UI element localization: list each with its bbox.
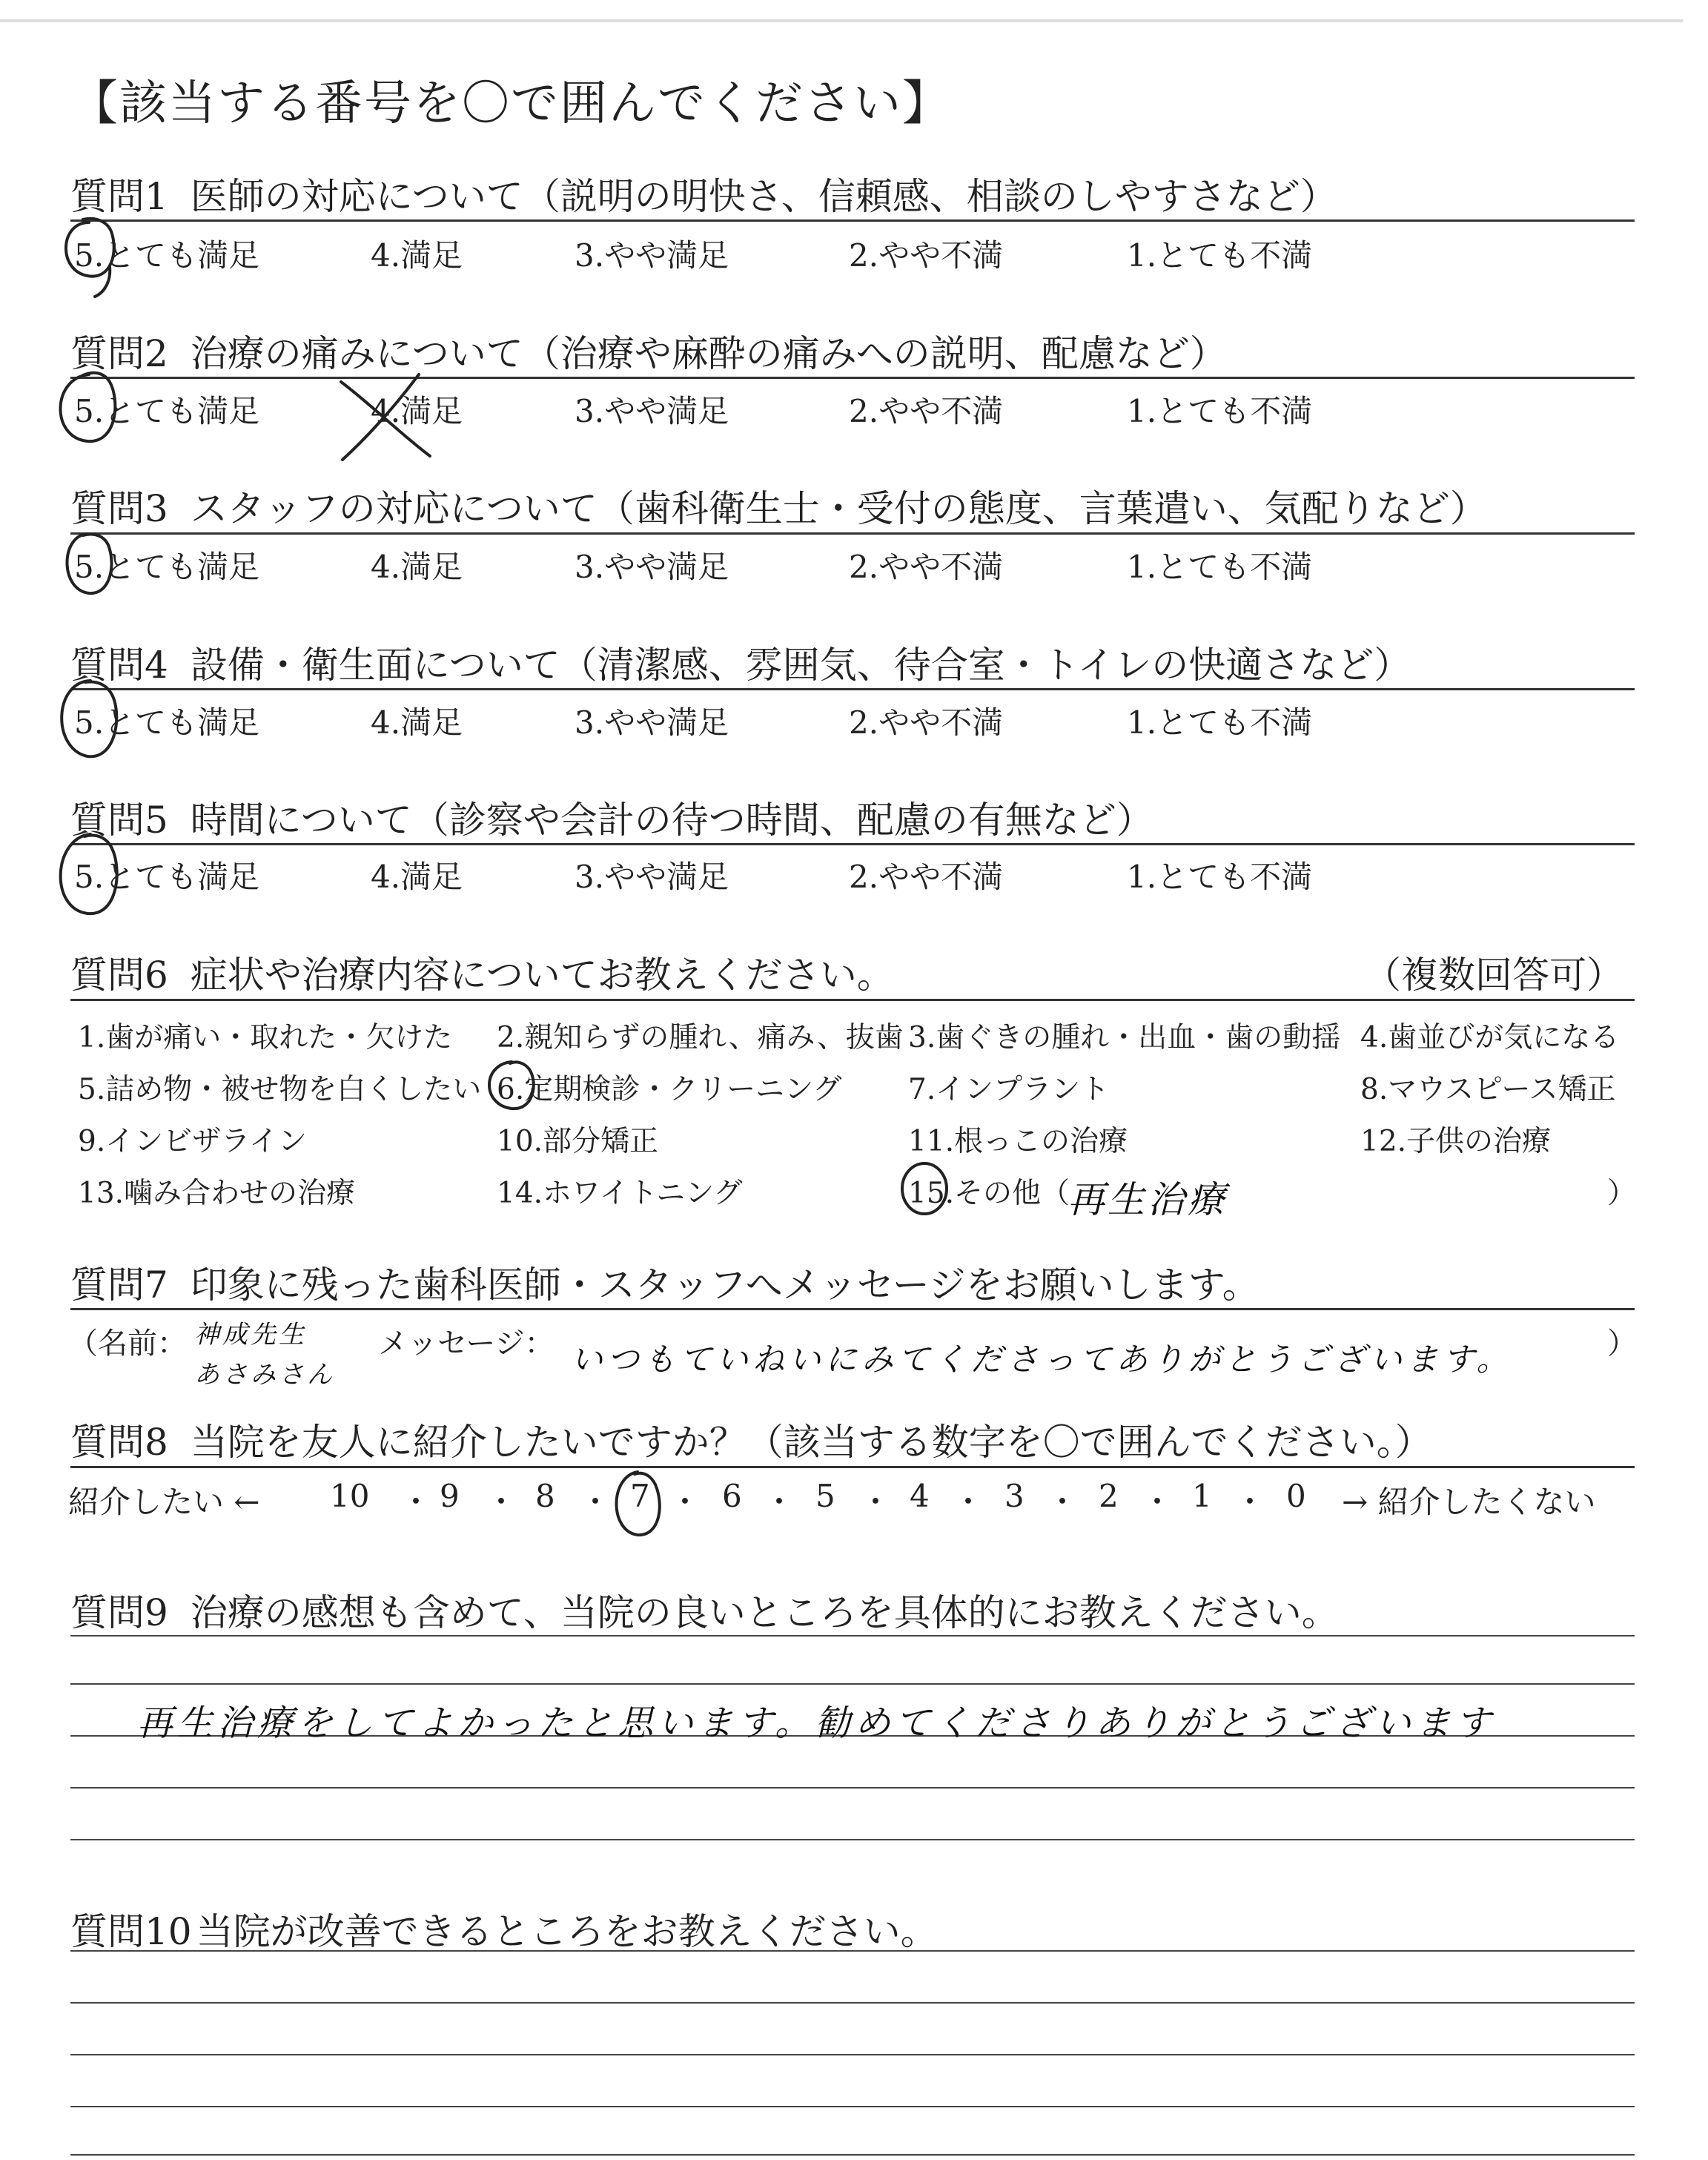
q3-selection-circle — [67, 534, 112, 593]
q3-option-4[interactable]: 4.満足 — [371, 549, 463, 585]
page-title: 【該当する番号を〇で囲んでください】 — [70, 76, 951, 131]
q6-item-13[interactable]: 13.噛み合わせの治療 — [78, 1177, 356, 1210]
q7-name-line1[interactable]: 神成先生 — [194, 1320, 307, 1350]
q6-item-15[interactable]: 15.その他（ — [908, 1177, 1070, 1210]
q4-number: 質問4 — [70, 644, 168, 687]
q6-item-1[interactable]: 1.歯が痛い・取れた・欠けた — [78, 1021, 453, 1054]
q6-item-9[interactable]: 9.インビザライン — [78, 1125, 308, 1158]
q8-dot: ・ — [669, 1484, 701, 1520]
q3-option-2[interactable]: 2.やや不満 — [849, 549, 1004, 585]
q2-option-4[interactable]: 4.満足 — [371, 393, 463, 429]
q6-item-5[interactable]: 5.詰め物・被せ物を白くしたい — [78, 1073, 482, 1106]
q7-message-label: メッセージ： — [378, 1327, 555, 1361]
q2-selection-circle — [60, 373, 115, 441]
q8-scale-2[interactable]: 2 — [1099, 1478, 1119, 1514]
q8-dot: ・ — [1234, 1484, 1266, 1520]
q3-option-3[interactable]: 3.やや満足 — [575, 549, 729, 585]
q4-option-1[interactable]: 1.とても不満 — [1127, 704, 1313, 741]
q3-text: スタッフの対応について（歯科衛生士・受付の態度、言葉遣い、気配りなど） — [190, 487, 1487, 530]
q5-option-5[interactable]: 5.とても満足 — [74, 859, 260, 895]
q8-scale-4[interactable]: 4 — [910, 1478, 930, 1514]
q7-number: 質問7 — [70, 1264, 168, 1307]
q1-text: 医師の対応について（説明の明快さ、信頼感、相談のしやすさなど） — [190, 175, 1337, 218]
q5-option-2[interactable]: 2.やや不満 — [849, 859, 1004, 895]
q6-close-paren: ） — [1607, 1177, 1637, 1210]
q8-scale-6[interactable]: 6 — [722, 1478, 742, 1514]
q9-answer[interactable]: 再生治療をしてよかったと思います。勧めてくださりありがとうございます — [137, 1702, 1496, 1744]
q4-selection-circle — [62, 681, 116, 756]
q1-option-2[interactable]: 2.やや不満 — [849, 237, 1004, 274]
q2-option-1[interactable]: 1.とても不満 — [1127, 393, 1313, 429]
q8-left-label: 紹介したい ← — [68, 1484, 260, 1520]
q5-option-1[interactable]: 1.とても不満 — [1127, 859, 1313, 895]
q1-option-4[interactable]: 4.満足 — [371, 237, 463, 274]
q8-number: 質問8 — [70, 1421, 168, 1464]
q8-scale-0[interactable]: 0 — [1286, 1478, 1306, 1514]
q8-scale-10[interactable]: 10 — [330, 1478, 370, 1514]
q3-option-5[interactable]: 5.とても満足 — [74, 549, 260, 585]
q8-dot: ・ — [580, 1484, 612, 1520]
q6-text: 症状や治療内容についてお教えください。 — [190, 954, 894, 997]
q8-selection-circle — [617, 1472, 660, 1535]
q6-item-6[interactable]: 6.定期検診・クリーニング — [497, 1073, 842, 1106]
q10-text: 当院が改善できるところをお教えください。 — [196, 1910, 938, 1953]
q8-scale-9[interactable]: 9 — [440, 1478, 460, 1514]
q6-item-7[interactable]: 7.インプラント — [908, 1073, 1110, 1106]
q2-cross-stroke-a — [341, 382, 430, 456]
q9-number: 質問9 — [70, 1591, 168, 1634]
q4-option-4[interactable]: 4.満足 — [371, 704, 463, 741]
q6-note: （複数回答可） — [1364, 954, 1623, 997]
q8-scale-3[interactable]: 3 — [1004, 1478, 1025, 1514]
q8-dot: ・ — [860, 1484, 892, 1520]
q6-item-11[interactable]: 11.根っこの治療 — [908, 1125, 1128, 1158]
q8-scale-8[interactable]: 8 — [535, 1478, 555, 1514]
q7-message-answer[interactable]: いつもていねいにみてくださってありがとうございます。 — [571, 1341, 1513, 1378]
q7-close-paren: ） — [1607, 1327, 1637, 1361]
q10-number: 質問10 — [70, 1910, 192, 1953]
q6-item-3[interactable]: 3.歯ぐきの腫れ・出血・歯の動揺 — [908, 1021, 1341, 1054]
q9-text: 治療の感想も含めて、当院の良いところを具体的にお教えください。 — [190, 1591, 1339, 1634]
q8-dot: ・ — [764, 1484, 795, 1520]
q6-item-10[interactable]: 10.部分矯正 — [497, 1125, 659, 1158]
q6-item-14[interactable]: 14.ホワイトニング — [497, 1177, 743, 1210]
q2-option-5[interactable]: 5.とても満足 — [74, 393, 260, 429]
q6-item-15-circle — [902, 1163, 947, 1214]
q6-other-answer[interactable]: 再生治療 — [1068, 1178, 1228, 1221]
q4-option-5[interactable]: 5.とても満足 — [74, 704, 260, 741]
q6-number: 質問6 — [70, 954, 168, 997]
q6-item-12[interactable]: 12.子供の治療 — [1360, 1125, 1552, 1158]
q8-dot: ・ — [400, 1484, 432, 1520]
q1-selection-circle — [66, 219, 114, 277]
q8-dot: ・ — [953, 1484, 984, 1520]
q7-name-label: （名前： — [68, 1327, 187, 1361]
q2-text: 治療の痛みについて（治療や麻酔の痛みへの説明、配慮など） — [190, 332, 1227, 375]
q2-option-3[interactable]: 3.やや満足 — [575, 393, 729, 429]
q1-option-1[interactable]: 1.とても不満 — [1127, 237, 1313, 274]
q8-right-label: → 紹介したくない — [1342, 1484, 1596, 1520]
q5-text: 時間について（診察や会計の待つ時間、配慮の有無など） — [190, 799, 1153, 842]
q8-scale-7[interactable]: 7 — [630, 1478, 650, 1514]
q8-text: 当院を友人に紹介したいですか？（該当する数字を〇で囲んでください。） — [190, 1421, 1432, 1464]
q5-option-3[interactable]: 3.やや満足 — [575, 859, 729, 895]
q4-option-3[interactable]: 3.やや満足 — [575, 704, 729, 741]
q7-name-line2[interactable]: あさみさん — [194, 1360, 335, 1390]
q2-number: 質問2 — [70, 332, 168, 375]
q5-number: 質問5 — [70, 799, 168, 842]
q6-item-2[interactable]: 2.親知らずの腫れ、痛み、抜歯 — [497, 1021, 904, 1054]
q8-dot: ・ — [1047, 1484, 1079, 1520]
q8-dot: ・ — [1142, 1484, 1174, 1520]
q1-option-5[interactable]: 5.とても満足 — [74, 237, 260, 274]
q1-number: 質問1 — [70, 175, 168, 218]
q6-item-8[interactable]: 8.マウスピース矯正 — [1360, 1073, 1616, 1106]
q6-item-6-circle — [489, 1062, 534, 1109]
q8-scale-5[interactable]: 5 — [815, 1478, 835, 1514]
q1-selection-tail — [95, 267, 110, 297]
q4-text: 設備・衛生面について（清潔感、雰囲気、待合室・トイレの快適さなど） — [190, 644, 1411, 687]
q6-item-4[interactable]: 4.歯並びが気になる — [1360, 1021, 1620, 1054]
q1-option-3[interactable]: 3.やや満足 — [575, 237, 729, 274]
q3-option-1[interactable]: 1.とても不満 — [1127, 549, 1313, 585]
q4-option-2[interactable]: 2.やや不満 — [849, 704, 1004, 741]
q3-number: 質問3 — [70, 487, 168, 530]
q2-option-2[interactable]: 2.やや不満 — [849, 393, 1004, 429]
q8-scale-1[interactable]: 1 — [1192, 1478, 1212, 1514]
q5-selection-circle — [61, 834, 117, 914]
q2-cross-stroke-b — [342, 374, 419, 460]
q5-option-4[interactable]: 4.満足 — [371, 859, 463, 895]
q8-dot: ・ — [486, 1484, 517, 1520]
q7-text: 印象に残った歯科医師・スタッフへメッセージをお願いします。 — [190, 1264, 1260, 1307]
